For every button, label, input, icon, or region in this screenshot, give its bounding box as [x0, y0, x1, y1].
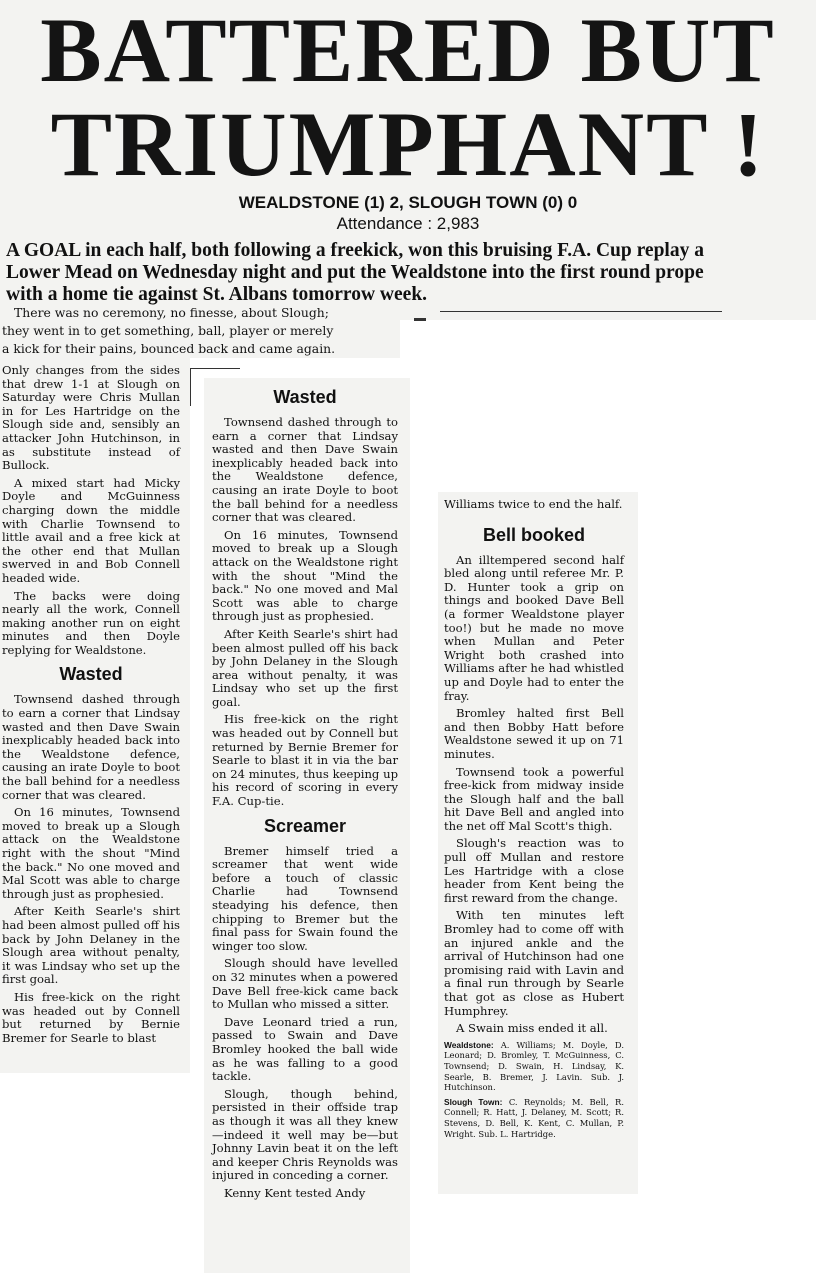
intro-line: they went in to get something, ball, player or merely	[2, 323, 334, 338]
article-column-3	[444, 498, 624, 1143]
lineup-team-label: Slough Town:	[444, 1096, 503, 1107]
body-paragraph: Slough's reaction was to pull off Mullan and restore Les Hartridge with a close header from Kent being the first reward from the change.	[444, 836, 624, 905]
standfirst-line: Lower Mead on Wednesday night and put the Wealdstone into the first round prope	[6, 262, 704, 283]
subheading-bell-booked: Bell booked	[482, 524, 585, 545]
body-paragraph: Bromley halted first Bell and then Bobby Hatt before Wealdstone sewed it up on 71 minutes.	[444, 706, 624, 761]
body-paragraph: Dave Leonard tried a run, passed to Swain and Dave Bromley hooked the ball wide as he was falling to a good tackle.	[212, 1014, 398, 1084]
lineup-players: C. Reynolds; M. Bell, R. Connell; R. Hatt, J. Delaney, M. Scott; R. Stevens, D. Bell, K. Kent, C. Mullan, P. Wright. Sub. L. Hartridge.	[444, 1096, 624, 1139]
intro-line: There was no ceremony, no finesse, about Slough;	[14, 305, 329, 320]
headline-line-1: BATTERED BUT	[40, 0, 776, 101]
body-paragraph: Slough, though behind, persisted in their offside trap as though it was all they knew—indeed it well may be—but Johnny Lavin beat it on the left and keeper Chris Reynolds was injured in conceding a corner.	[212, 1086, 398, 1183]
body-paragraph: Townsend dashed through to earn a corner that Lindsay wasted and then Dave Swain inexplicably headed back into the Wealdstone defence, causing an irate Doyle to boot the ball behind for a needless corner that was cleared.	[212, 415, 398, 525]
lineup-wealdstone	[444, 1040, 624, 1093]
attendance: Attendance : 2,983	[336, 214, 480, 233]
body-paragraph: On 16 minutes, Townsend moved to break up a Slough attack on the Wealdstone right with the shout "Mind the back." No one moved and Mal Scott was able to charge through just as prophesied.	[212, 527, 398, 624]
intro-line: a kick for their pains, bounced back and came again.	[2, 341, 336, 356]
lineup-players: A. Williams; M. Doyle, D. Leonard; D. Bromley, T. McGuinness, C. Townsend; D. Swain, H. Lindsay, K. Searle, B. Bremer, J. Lavin. Sub. J. Hutchinson.	[444, 1039, 624, 1093]
body-paragraph: Only changes from the sides that drew 1-1 at Slough on Saturday were Chris Mullan in for Les Hartridge on the Slough side and, sensibly an attacker John Hutchinson, in as substitute instead of Bullock.	[2, 363, 180, 473]
body-paragraph: Townsend took a powerful free-kick from midway inside the Slough half and the ball hit Dave Bell and angled into the net off Mal Scott's thigh.	[444, 764, 624, 833]
column-rule	[190, 368, 240, 369]
standfirst-line: with a home tie against St. Albans tomorrow week.	[6, 284, 428, 305]
body-paragraph: His free-kick on the right was headed out by Connell but returned by Bernie Bremer for Searle to blast	[2, 989, 180, 1045]
body-paragraph: With ten minutes left Bromley had to come off with an injured ankle and the arrival of Hutchinson had one promising raid with Lavin and a final run through by Searle that got as close as Hubert Humphrey.	[444, 908, 624, 1018]
lineup-slough	[444, 1097, 624, 1139]
subheading-wasted: Wasted	[273, 387, 337, 407]
body-paragraph: A Swain miss ended it all.	[456, 1021, 608, 1036]
divider-mark	[414, 318, 426, 321]
body-paragraph: Kenny Kent tested Andy	[224, 1185, 366, 1200]
body-paragraph: After Keith Searle's shirt had been almost pulled off his back by John Delaney in the Slough area without penalty, it was Lindsay who set up the first goal.	[212, 626, 398, 709]
body-paragraph: An illtempered second half bled along until referee Mr. P. D. Hunter took a grip on things and booked Dave Bell (a former Wealdstone player too!) but he made no move when Mullan and Peter Wright both crashed into Williams after he had whistled up and Doyle had to enter the fray.	[444, 552, 624, 703]
headline-line-2: TRIUMPHANT !	[50, 93, 766, 195]
lineup-team-label: Wealdstone:	[444, 1039, 494, 1050]
body-paragraph: The backs were doing nearly all the work, Connell making another run on eight minutes and then Doyle replying for Wealdstone.	[2, 588, 180, 657]
body-paragraph: Bremer himself tried a screamer that went wide before a touch of classic Charlie had Townsend steadying his defence, then chipping to Bremer but the final pass for Swain found the winger too slow.	[212, 843, 398, 953]
body-paragraph: On 16 minutes, Townsend moved to break up a Slough attack on the Wealdstone right with the shout "Mind the back." No one moved and Mal Scott was able to charge through just as prophesied.	[2, 805, 180, 901]
subheading-screamer: Screamer	[263, 815, 347, 836]
body-paragraph: Williams twice to end the half.	[444, 497, 623, 511]
subheading-wasted: Wasted	[59, 664, 123, 685]
body-paragraph: His free-kick on the right was headed out by Connell but returned by Bernie Bremer for Searle to blast it in via the bar on 24 minutes, thus keeping up his record of scoring in every F.A. Cup-tie.	[212, 712, 398, 809]
body-paragraph: After Keith Searle's shirt had been almost pulled off his back by John Delaney in the Slough area without penalty, it was Lindsay who set up the first goal.	[2, 904, 180, 987]
body-paragraph: Slough should have levelled on 32 minutes when a powered Dave Bell free-kick came back to Mullan who missed a sitter.	[212, 956, 398, 1012]
article-column-1	[2, 364, 180, 1049]
body-paragraph: A mixed start had Micky Doyle and McGuinness charging down the middle with Charlie Townsend to little avail and a free kick at the other end that Mullan swerved in and Bob Connell headed wide.	[2, 475, 180, 585]
column-rule	[190, 368, 191, 406]
divider-rule	[440, 311, 722, 312]
standfirst-line: A GOAL in each half, both following a freekick, won this bruising F.A. Cup replay a	[6, 240, 704, 261]
article-column-2	[212, 384, 398, 1204]
score-line: WEALDSTONE (1) 2, SLOUGH TOWN (0) 0	[238, 193, 578, 212]
body-paragraph: Townsend dashed through to earn a corner that Lindsay wasted and then Dave Swain inexplicably headed back into the Wealdstone defence, causing an irate Doyle to boot the ball behind for a needless corner that was cleared.	[2, 692, 180, 802]
